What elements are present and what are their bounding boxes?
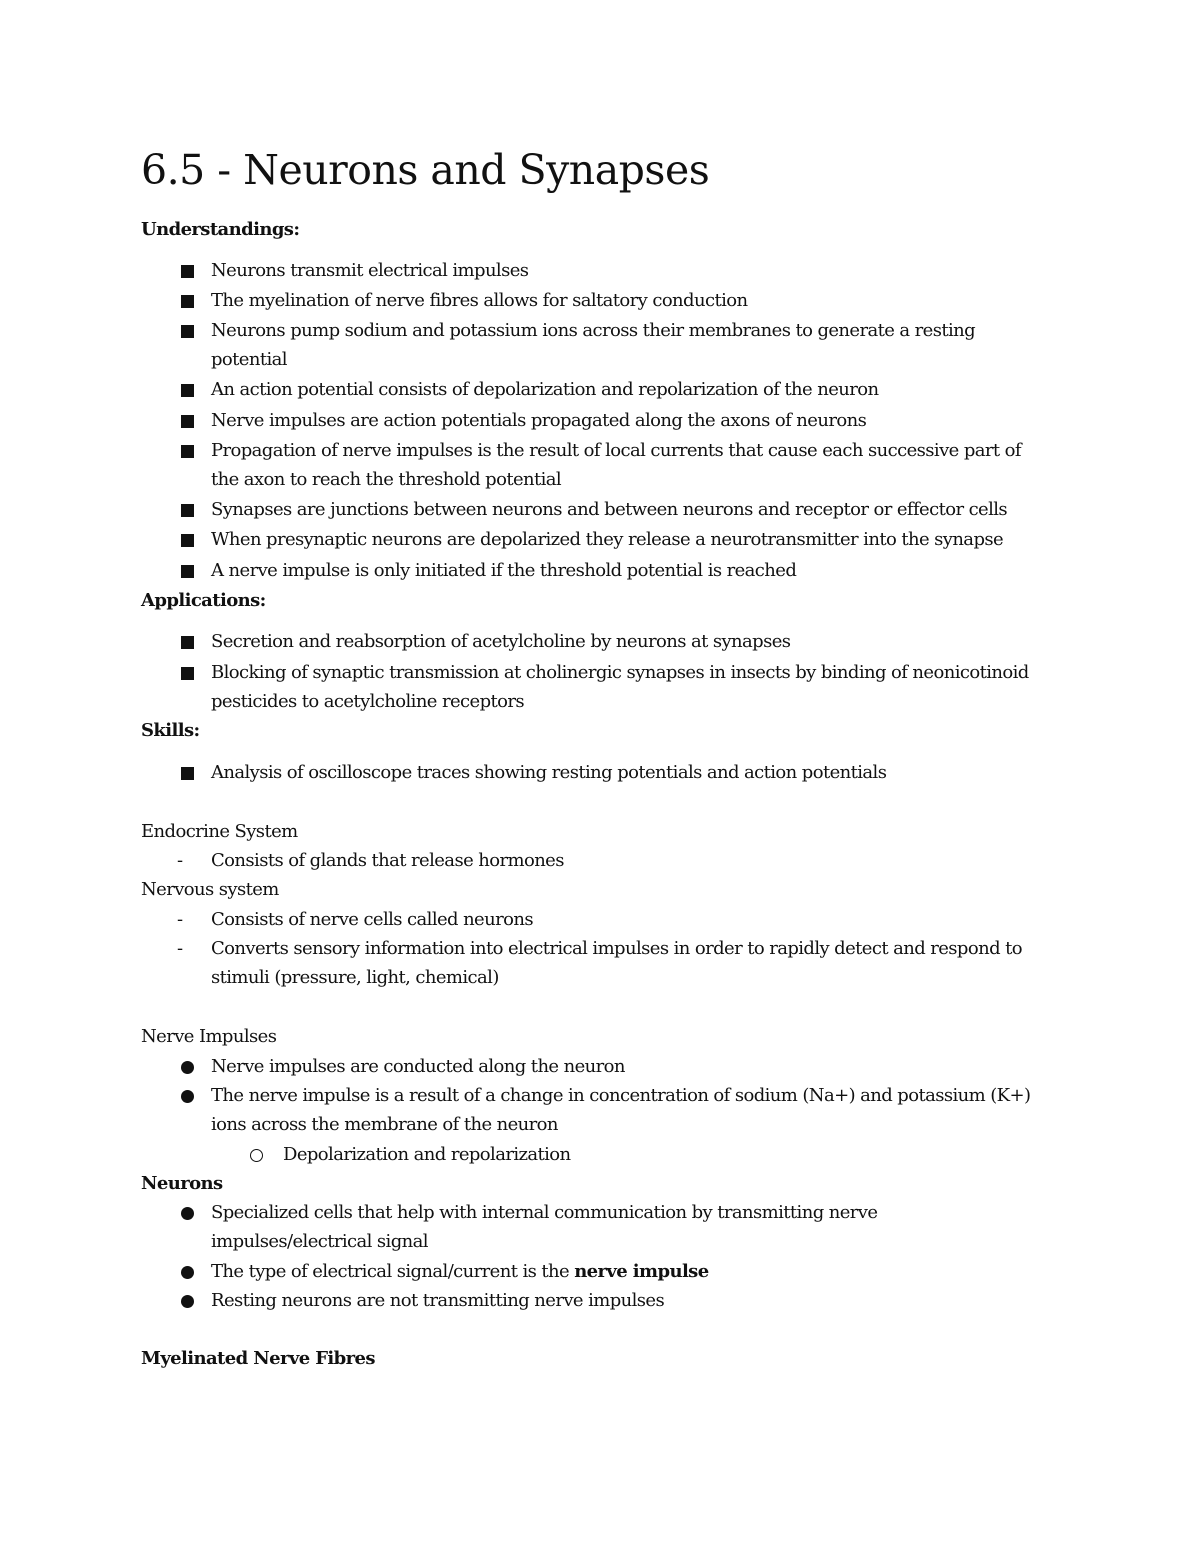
- list-item: An action potential consists of depolarization and repolarization of the neuron: [141, 375, 1070, 405]
- round-bullet-icon: [181, 1090, 194, 1103]
- list-item: Analysis of oscilloscope traces showing resting potentials and action potentials: [141, 758, 1070, 788]
- round-bullet-icon: [181, 1266, 194, 1279]
- square-bullet-icon: [181, 565, 194, 578]
- list-item: Resting neurons are not transmitting nerve impulses: [141, 1286, 1070, 1316]
- square-bullet-icon: [181, 667, 194, 680]
- dash-bullet-icon: -: [177, 850, 183, 871]
- endocrine-heading: Endocrine System: [141, 821, 298, 842]
- list-item: Neurons transmit electrical impulses: [141, 256, 1070, 286]
- list-item: Blocking of synaptic transmission at cholinergic synapses in insects by binding of neonicotinoid: [141, 658, 1070, 688]
- list-item: When presynaptic neurons are depolarized they release a neurotransmitter into the synapse: [141, 525, 1070, 555]
- skills-heading: Skills:: [141, 720, 200, 741]
- round-bullet-icon: [181, 1061, 194, 1074]
- list-item-continuation: stimuli (pressure, light, chemical): [211, 967, 499, 988]
- list-item-continuation: ions across the membrane of the neuron: [211, 1114, 558, 1135]
- bold-term: nerve impulse: [574, 1261, 709, 1282]
- understandings-heading: Understandings:: [141, 219, 300, 240]
- list-item: Propagation of nerve impulses is the result of local currents that cause each successive part of: [141, 436, 1070, 466]
- list-item: Specialized cells that help with internal communication by transmitting nerve: [141, 1198, 1070, 1228]
- list-item: The myelination of nerve fibres allows for saltatory conduction: [141, 286, 1070, 316]
- list-item: - Converts sensory information into electrical impulses in order to rapidly detect and respond to: [141, 934, 1070, 964]
- list-item: Nerve impulses are conducted along the neuron: [141, 1052, 1070, 1082]
- list-item: - Consists of nerve cells called neurons: [141, 905, 1070, 935]
- square-bullet-icon: [181, 534, 194, 547]
- square-bullet-icon: [181, 767, 194, 780]
- list-item: Synapses are junctions between neurons and between neurons and receptor or effector cells: [141, 495, 1070, 525]
- nervous-heading: Nervous system: [141, 879, 279, 900]
- round-bullet-icon: [181, 1207, 194, 1220]
- sub-list-item: Depolarization and repolarization: [141, 1140, 1070, 1170]
- list-item: The nerve impulse is a result of a change in concentration of sodium (Na+) and potassium (K+): [141, 1081, 1070, 1111]
- square-bullet-icon: [181, 445, 194, 458]
- applications-heading: Applications:: [141, 590, 266, 611]
- hollow-circle-bullet-icon: [250, 1149, 263, 1162]
- square-bullet-icon: [181, 504, 194, 517]
- list-item-continuation: impulses/electrical signal: [211, 1231, 428, 1252]
- neurons-heading: Neurons: [141, 1173, 223, 1194]
- square-bullet-icon: [181, 325, 194, 338]
- list-item: Neurons pump sodium and potassium ions across their membranes to generate a resting: [141, 316, 1070, 346]
- square-bullet-icon: [181, 415, 194, 428]
- myelinated-heading: Myelinated Nerve Fibres: [141, 1348, 375, 1369]
- list-item: Secretion and reabsorption of acetylcholine by neurons at synapses: [141, 627, 1070, 657]
- list-item-continuation: potential: [211, 349, 287, 370]
- list-item-continuation: pesticides to acetylcholine receptors: [211, 691, 525, 712]
- dash-bullet-icon: -: [177, 909, 183, 930]
- list-item: Nerve impulses are action potentials propagated along the axons of neurons: [141, 406, 1070, 436]
- list-item-continuation: the axon to reach the threshold potential: [211, 469, 562, 490]
- list-item: - Consists of glands that release hormones: [141, 846, 1070, 876]
- page-title: 6.5 - Neurons and Synapses: [141, 146, 710, 194]
- square-bullet-icon: [181, 636, 194, 649]
- dash-bullet-icon: -: [177, 938, 183, 959]
- square-bullet-icon: [181, 295, 194, 308]
- square-bullet-icon: [181, 265, 194, 278]
- nerve-impulses-heading: Nerve Impulses: [141, 1026, 277, 1047]
- round-bullet-icon: [181, 1295, 194, 1308]
- list-item: A nerve impulse is only initiated if the threshold potential is reached: [141, 556, 1070, 586]
- square-bullet-icon: [181, 384, 194, 397]
- list-item: The type of electrical signal/current is the nerve impulse: [141, 1257, 1070, 1287]
